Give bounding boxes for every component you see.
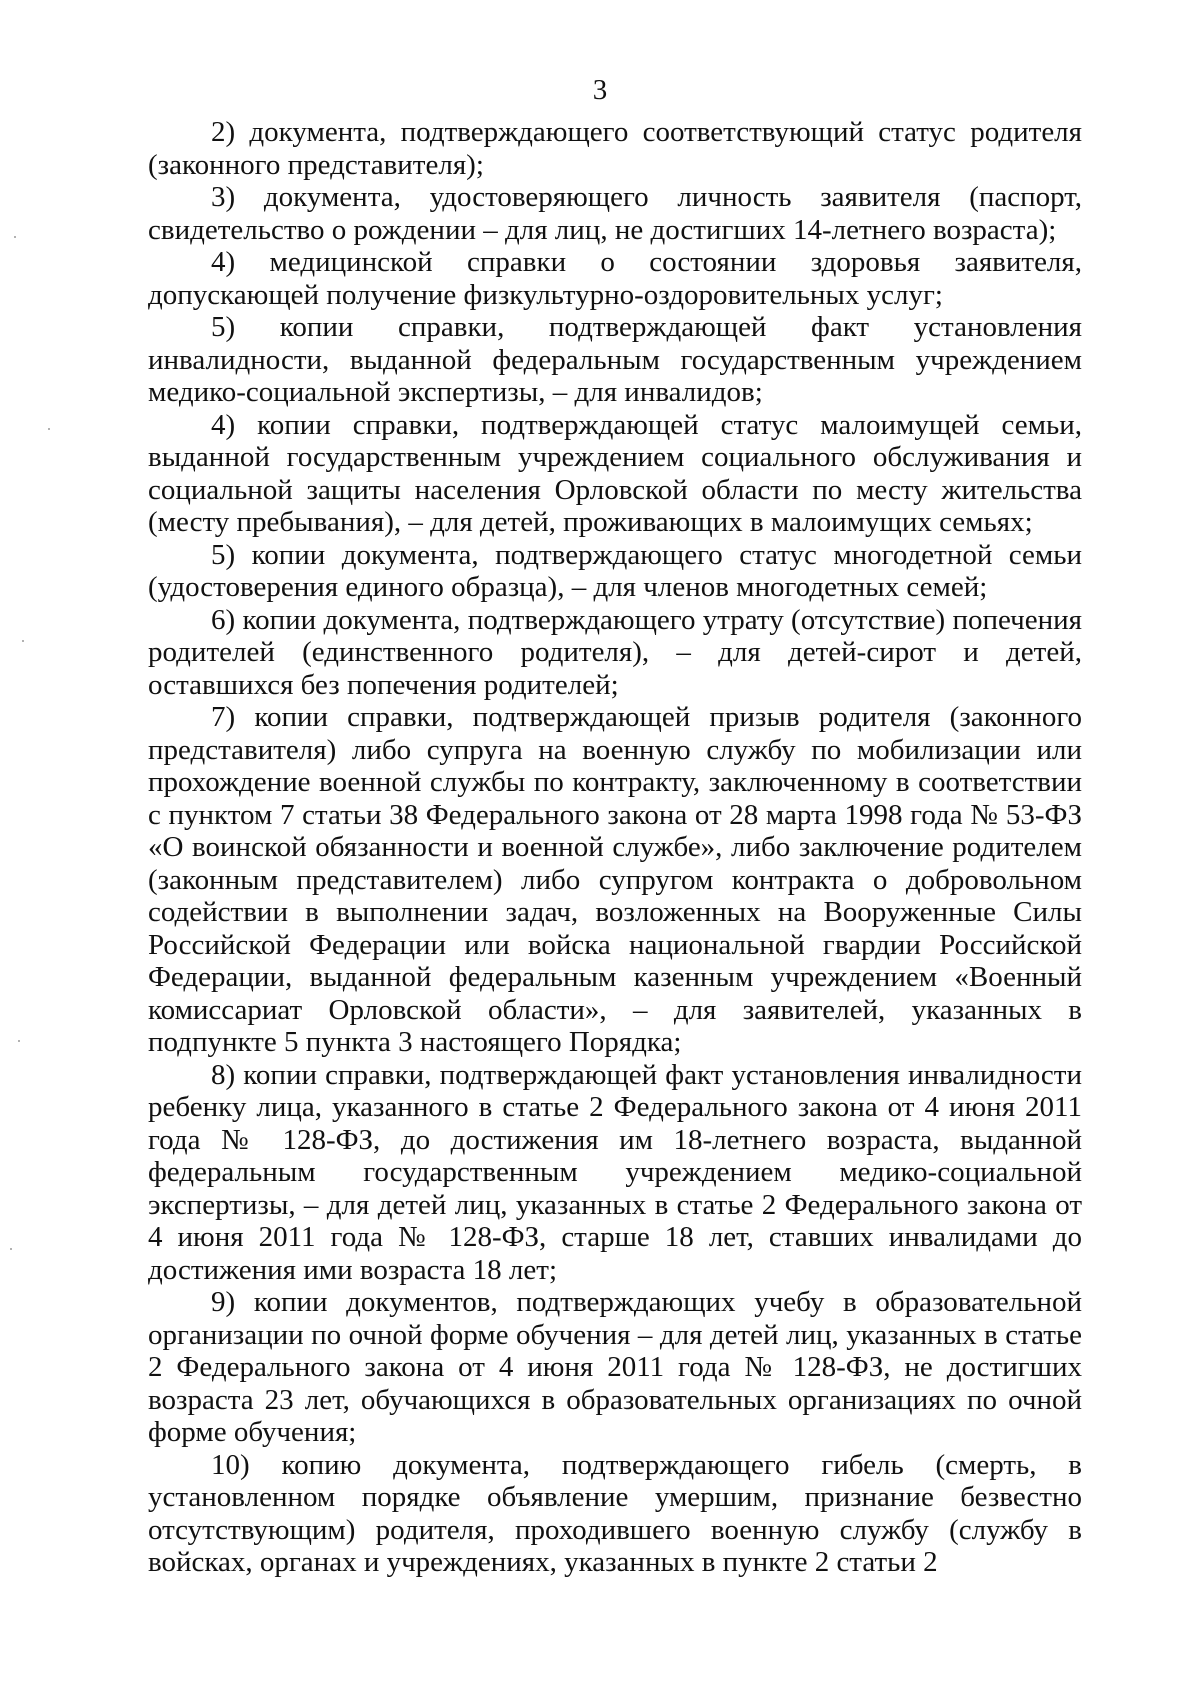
list-item-2-parent-status: 2) документа, подтверждающего соответствующий статус родителя (законного представителя); (148, 116, 1082, 181)
list-item-5-disability-certificate: 5) копии справки, подтверждающей факт установления инвалидности, выданной федеральным государственным учреждением медико-социальной экспертизы, – для инвалидов; (148, 311, 1082, 408)
page-number: 3 (592, 74, 608, 106)
scan-speck (14, 236, 16, 238)
scan-speck (10, 1248, 12, 1250)
scan-speck (18, 1040, 20, 1042)
list-item-10-death-document: 10) копию документа, подтверждающего гибель (смерть, в установленном порядке объявление умершим, признание безвестно отсутствующим) родителя, проходившего военную службу (службу в войсках, органах и учреждениях, указанных в пункте 2 статьи 2 (148, 1448, 1082, 1578)
scan-speck (22, 640, 24, 642)
list-item-5-large-family-certificate: 5) копии документа, подтверждающего статус многодетной семьи (удостоверения единого образца), – для членов многодетных семей; (148, 538, 1082, 603)
list-item-4-low-income-certificate: 4) копии справки, подтверждающей статус малоимущей семьи, выданной государственным учреждением социального обслуживания и социальной защиты населения Орловской области по месту жительства (месту пребывания), – для детей, проживающих в малоимущих семьях; (148, 408, 1082, 538)
list-item-4-medical-certificate: 4) медицинской справки о состоянии здоровья заявителя, допускающей получение физкультурно-оздоровительных услуг; (148, 246, 1082, 311)
list-item-8-child-disability-certificate: 8) копии справки, подтверждающей факт установления инвалидности ребенку лица, указанного в статье 2 Федерального закона от 4 июня 2011 года № 128-ФЗ, до достижения им 18-летнего возраста, выданной федеральным государственным учреждением медико-социальной экспертизы, – для детей лиц, указанных в статье 2 Федерального закона от 4 июня 2011 года № 128-ФЗ, старше 18 лет, ставших инвалидами до достижения ими возраста 18 лет; (148, 1058, 1082, 1286)
list-item-7-military-service-certificate: 7) копии справки, подтверждающей призыв родителя (законного представителя) либо супруга на военную службу по мобилизации или прохождение военной службы по контракту, заключенному в соответствии с пунктом 7 статьи 38 Федерального закона от 28 марта 1998 года № 53-ФЗ «О воинской обязанности и военной службе», либо заключение родителем (законным представителем) либо супругом контракта о добровольном содействии в выполнении задач, возложенных на Вооруженные Силы Российской Федерации или войска национальной гвардии Российской Федерации, выданной федеральным казенным учреждением «Военный комиссариат Орловской области», – для заявителей, указанных в подпункте 5 пункта 3 настоящего Порядка; (148, 701, 1082, 1058)
document-body (148, 116, 1082, 1579)
list-item-3-identity-document: 3) документа, удостоверяющего личность заявителя (паспорт, свидетельство о рождении – для лиц, не достигших 14-летнего возраста); (148, 181, 1082, 246)
list-item-6-loss-of-guardianship: 6) копии документа, подтверждающего утрату (отсутствие) попечения родителей (единственного родителя), – для детей-сирот и детей, оставшихся без попечения родителей; (148, 603, 1082, 701)
list-item-9-education-documents: 9) копии документов, подтверждающих учебу в образовательной организации по очной форме обучения – для детей лиц, указанных в статье 2 Федерального закона от 4 июня 2011 года № 128-ФЗ, не достигших возраста 23 лет, обучающихся в образовательных организациях по очной форме обучения; (148, 1286, 1082, 1448)
scan-speck (48, 428, 50, 430)
